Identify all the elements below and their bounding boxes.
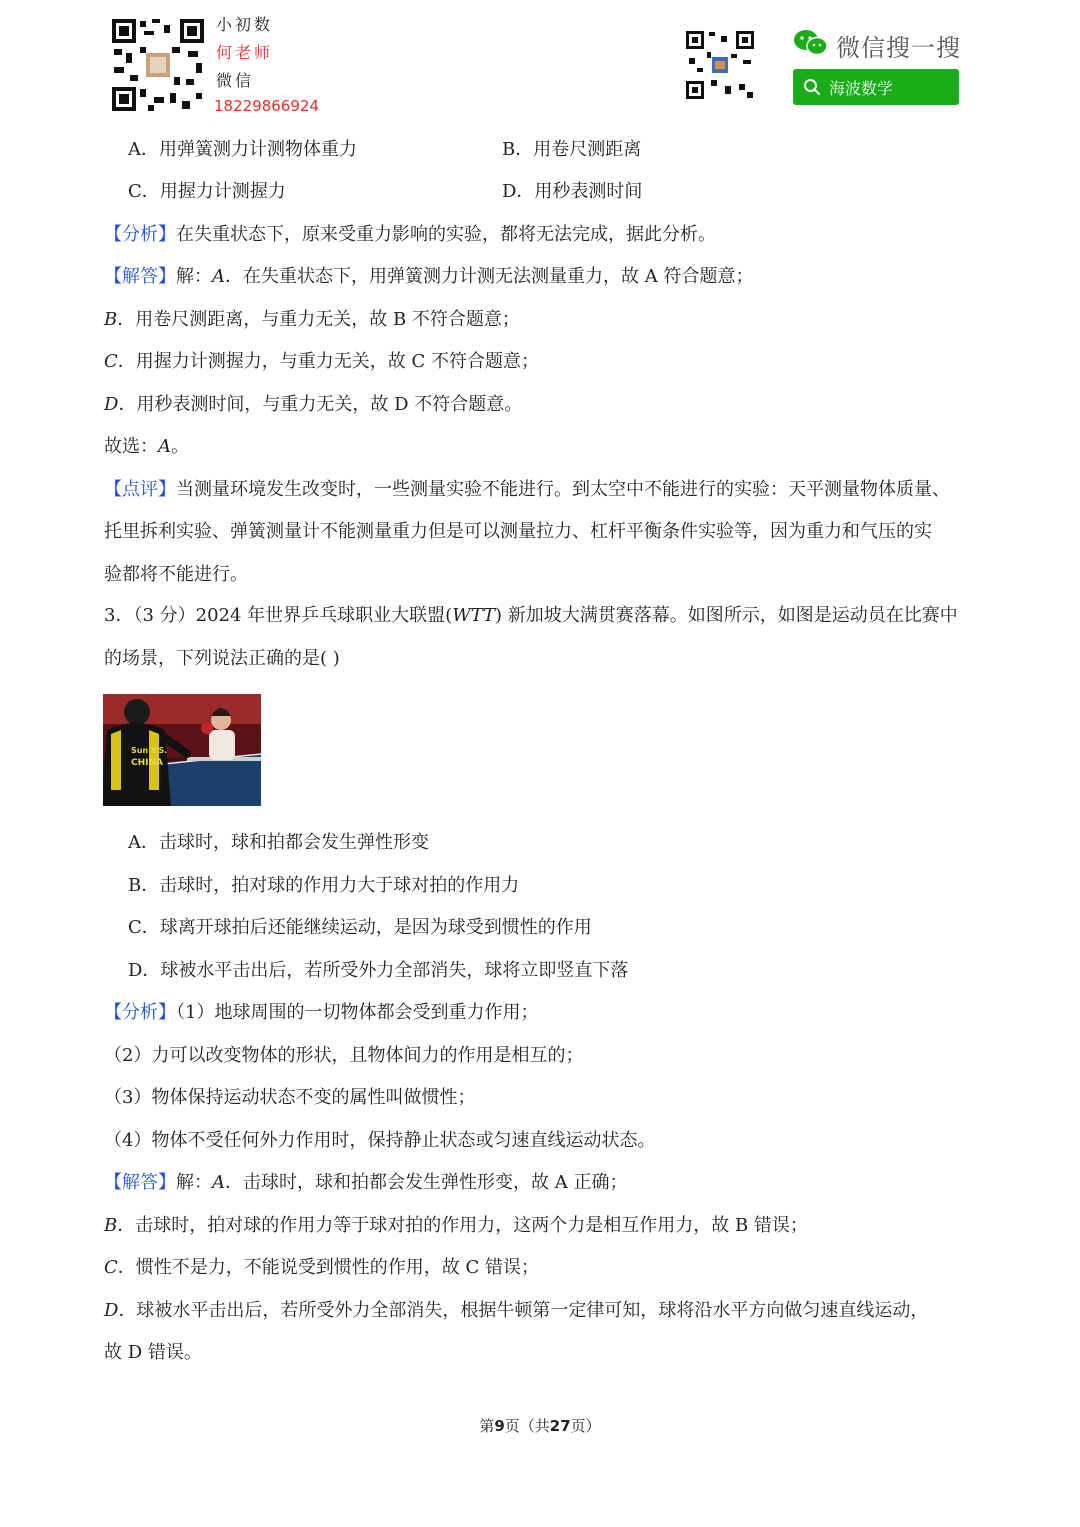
choice-suffix: 。 (171, 436, 189, 457)
answer-letter: B (104, 309, 118, 330)
q3-option-a: A．击球时，球和拍都会发生弹性形变 (128, 832, 429, 853)
answer-tag: 【解答】 (104, 266, 176, 287)
qr-code-icon[interactable] (110, 17, 206, 113)
answer-letter: C (104, 351, 118, 372)
q3-option-c: C．球离开球拍后还能继续运动，是因为球受到惯性的作用 (128, 917, 592, 938)
stem-abbr: WTT (452, 605, 496, 626)
q2-answer-line-c (104, 348, 539, 376)
answer-tag: 【解答】 (104, 1172, 176, 1193)
q3-answer-line-a (104, 1169, 627, 1197)
q3-stem-line-1 (104, 602, 958, 630)
q3-option-d: D．球被水平击出后，若所受外力全部消失，球将立即竖直下落 (128, 960, 629, 981)
q3-analysis-line-1 (104, 999, 538, 1027)
analysis-tag: 【分析】 (104, 1002, 176, 1023)
answer-text: ．在失重状态下，用弹簧测力计测无法测量重力，故 A 符合题意； (225, 266, 754, 287)
answer-text: ．击球时，球和拍都会发生弹性形变，故 A 正确； (225, 1172, 628, 1193)
q2-answer-line-a (104, 263, 753, 291)
q2-analysis (104, 221, 716, 249)
wechat-icon (793, 28, 829, 58)
q2-option-b: B．用卷尺测距离 (502, 139, 642, 160)
q2-answer-line-d (104, 391, 522, 419)
q3-answer-line-b (104, 1212, 808, 1240)
wechat-search-button-label: 海波数学 (829, 78, 894, 98)
page-footer (0, 1415, 1080, 1436)
stem-text: 3．（3 分）2024 年世界乒乓球职业大联盟( (104, 605, 453, 626)
answer-letter: C (104, 1257, 118, 1278)
q3-option-b: B．击球时，拍对球的作用力大于球对拍的作用力 (128, 875, 520, 896)
answer-text: ．惯性不是力，不能说受到惯性的作用，故 C 错误； (117, 1257, 539, 1278)
footer-text: 第 (479, 1417, 495, 1435)
comment-text: 当测量环境发生改变时，一些测量实验不能进行。到太空中不能进行的实验：天平测量物体质量、 (176, 479, 950, 500)
page-total: 27 (549, 1417, 571, 1435)
answer-text: ．击球时，拍对球的作用力等于球对拍的作用力，这两个力是相互作用力，故 B 错误； (117, 1215, 808, 1236)
photo-jersey-name: Sun Y.S. (131, 746, 168, 755)
q3-analysis-line-4: （4）物体不受任何外力作用时，保持静止状态或匀速直线运动状态。 (104, 1130, 656, 1151)
answer-prefix: 解： (176, 1172, 212, 1193)
answer-letter: A (212, 266, 225, 287)
q2-option-d: D．用秒表测时间 (502, 181, 643, 202)
q2-choice (104, 433, 189, 461)
page-number: 9 (494, 1417, 505, 1435)
photo-jersey-country: CHINA (131, 758, 163, 768)
q2-option-c: C．用握力计测握力 (128, 181, 286, 202)
answer-letter: A (212, 1172, 225, 1193)
stem-text: ) 新加坡大满贯赛落幕。如图所示，如图是运动员在比赛中 (495, 605, 958, 626)
q3-answer-line-c (104, 1254, 539, 1282)
comment-tag: 【点评】 (104, 479, 176, 500)
footer-text: 页） (570, 1417, 601, 1435)
q2-comment-line-1 (104, 476, 950, 504)
footer-text: 页（共 (504, 1417, 550, 1435)
answer-text: ．用秒表测时间，与重力无关，故 D 不符合题意。 (118, 394, 523, 415)
q3-stem-line-2: 的场景，下列说法正确的是( ) (104, 648, 340, 669)
analysis-text: （1）地球周围的一切物体都会受到重力作用； (176, 1002, 539, 1023)
wechat-search-button[interactable] (793, 69, 959, 105)
choice-prefix: 故选： (104, 436, 158, 457)
q3-answer-line-d (104, 1297, 928, 1325)
q2-answer-line-b (104, 306, 520, 334)
wechat-search-title: 微信搜一搜 (836, 34, 961, 62)
q3-answer-last: 故 D 错误。 (104, 1342, 202, 1363)
qr-label-1: 小初数 (216, 15, 274, 34)
qr-label-2: 何老师 (216, 43, 274, 62)
answer-letter: B (104, 1215, 118, 1236)
q2-comment-line-2: 托里拆利实验、弹簧测量计不能测量重力但是可以测量拉力、杠杆平衡条件实验等，因为重力和气压的实 (104, 521, 932, 542)
analysis-tag: 【分析】 (104, 224, 176, 245)
qr-label-3: 微信 (216, 71, 255, 90)
answer-letter: D (104, 394, 119, 415)
q3-analysis-line-2: （2）力可以改变物体的形状，且物体间力的作用是相互的； (104, 1045, 584, 1066)
q2-option-a: A．用弹簧测力计测物体重力 (128, 139, 357, 160)
answer-prefix: 解： (176, 266, 212, 287)
search-icon (803, 78, 821, 96)
q2-comment-line-3: 验都将不能进行。 (104, 564, 248, 585)
table-tennis-photo (103, 694, 261, 806)
answer-text: ．用卷尺测距离，与重力无关，故 B 不符合题意； (117, 309, 520, 330)
qr-phone-number: 18229866924 (214, 97, 319, 115)
answer-text: ．球被水平击出后，若所受外力全部消失，根据牛顿第一定律可知，球将沿水平方向做匀速直线运动， (118, 1300, 929, 1321)
choice-letter: A (158, 436, 171, 457)
analysis-text: 在失重状态下，原来受重力影响的实验，都将无法完成，据此分析。 (176, 224, 716, 245)
answer-letter: D (104, 1300, 119, 1321)
q3-analysis-line-3: （3）物体保持运动状态不变的属性叫做惯性； (104, 1087, 476, 1108)
answer-text: ．用握力计测握力，与重力无关，故 C 不符合题意； (117, 351, 539, 372)
qr-code-icon[interactable] (685, 30, 755, 100)
